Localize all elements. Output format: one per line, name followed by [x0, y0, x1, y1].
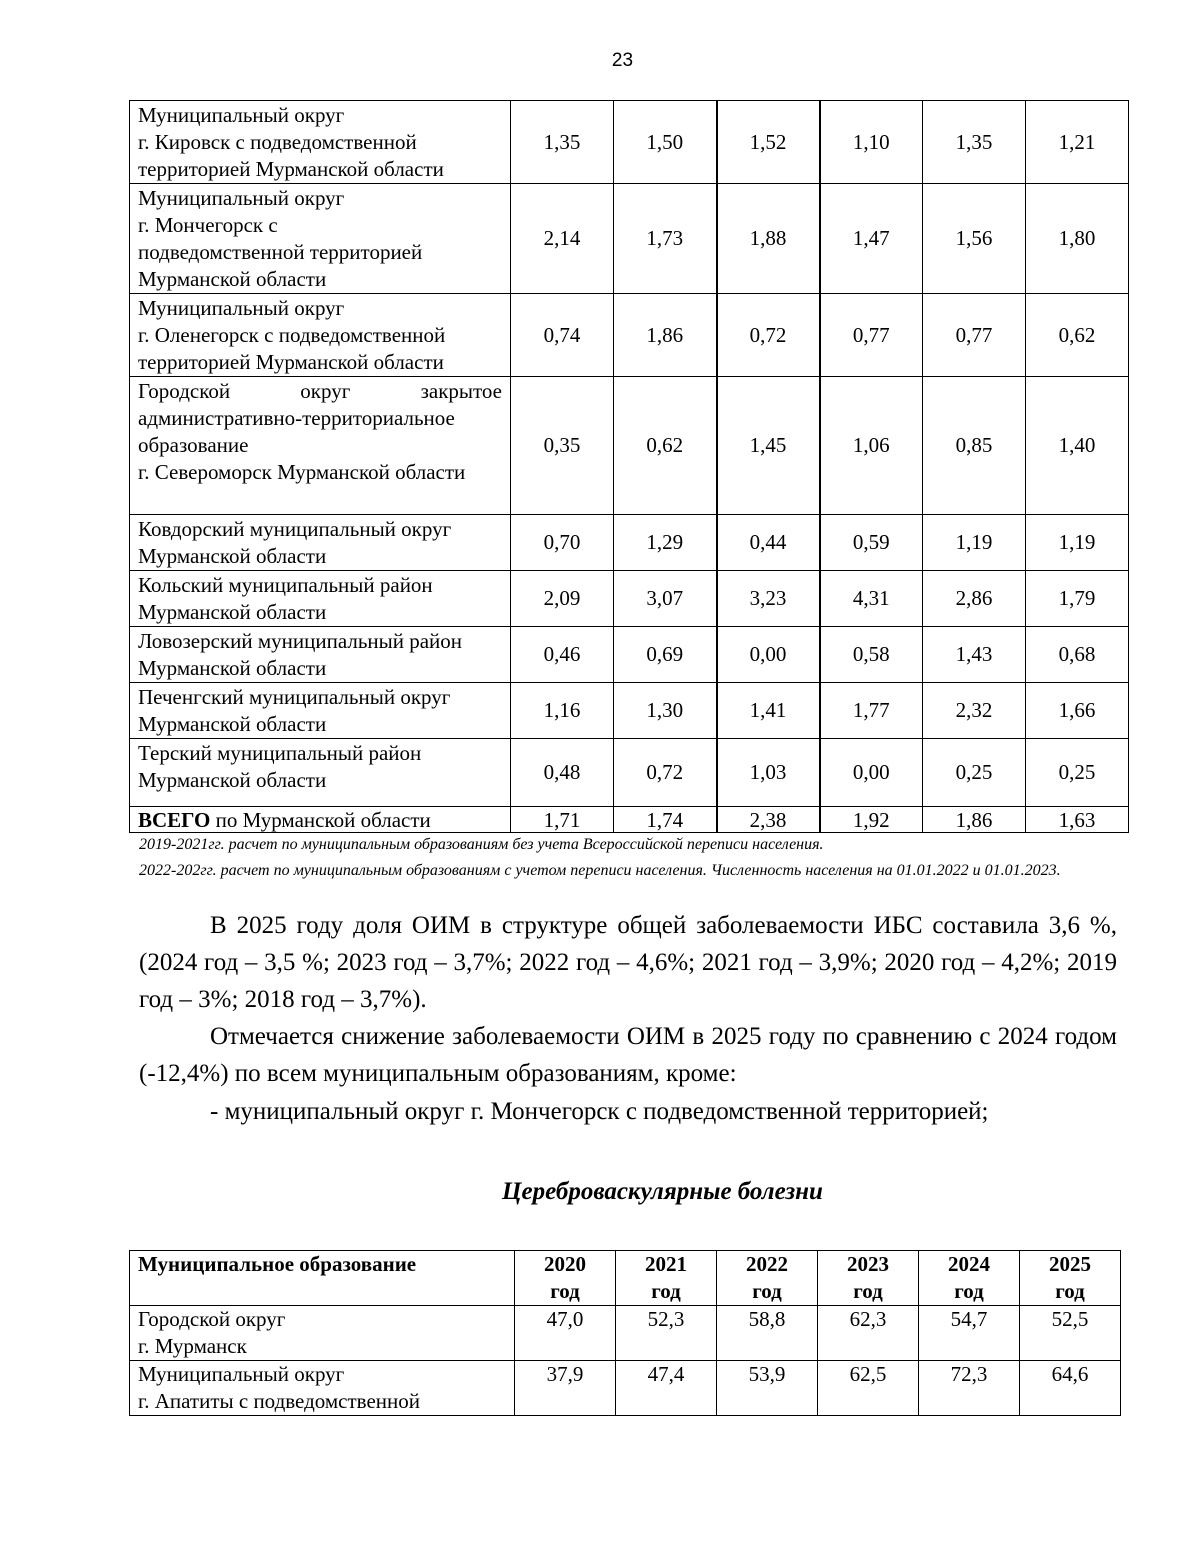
paragraph: В 2025 году доля ОИМ в структуре общей заболеваемости ИБС составила 3,6 %, (2024 год – 3,5 %; 2023 год – 3,7%; 2022 год – 4,6%; 2021 год – 3,9%; 2020 год – 4,2%; 2019 год – 3%; 2018 год – 3,7%).	[139, 912, 1117, 1013]
value-cell: 1,56	[923, 184, 1026, 294]
section-title: Цереброваскулярные болезни	[502, 1178, 823, 1205]
value-cell: 1,35	[511, 101, 614, 184]
table-header-row	[130, 1251, 1121, 1306]
value-cell: 1,73	[614, 184, 717, 294]
incidence-table	[129, 100, 1129, 833]
cerebrovascular-table	[129, 1250, 1121, 1416]
header-year: 2022 год	[717, 1251, 818, 1306]
table-row	[130, 627, 1129, 683]
value-cell: 0,48	[511, 739, 614, 807]
value-cell: 1,35	[923, 101, 1026, 184]
table-row	[130, 515, 1129, 571]
value-cell: 1,10	[820, 101, 923, 184]
value-cell: 3,23	[717, 571, 820, 627]
value-cell: 0,00	[717, 627, 820, 683]
header-municipality: Муниципальное образование	[130, 1251, 515, 1306]
value-cell: 64,6	[1020, 1361, 1121, 1416]
table-notes	[139, 832, 1117, 884]
value-cell: 0,72	[717, 294, 820, 377]
value-cell: 0,62	[1026, 294, 1129, 377]
value-cell: 62,5	[818, 1361, 919, 1416]
table-row	[130, 377, 1129, 515]
value-cell: 1,16	[511, 683, 614, 739]
municipality-name: Муниципальный округ г. Оленегорск с подведомственной территорией Мурманской области	[130, 294, 511, 377]
municipality-name: Муниципальный округ г. Кировск с подведомственной территорией Мурманской области	[130, 101, 511, 184]
table-row	[130, 571, 1129, 627]
table-row	[130, 1361, 1121, 1416]
value-cell: 52,5	[1020, 1306, 1121, 1361]
value-cell: 0,68	[1026, 627, 1129, 683]
value-cell: 1,66	[1026, 683, 1129, 739]
value-cell: 0,58	[820, 627, 923, 683]
value-cell: 1,71	[511, 807, 614, 833]
value-cell: 1,52	[717, 101, 820, 184]
municipality-name: Городской округ закрытое административно-территориальное образование г. Североморск Мурманской области	[130, 377, 511, 515]
value-cell: 0,00	[820, 739, 923, 807]
value-cell: 0,25	[1026, 739, 1129, 807]
value-cell: 1,06	[820, 377, 923, 515]
value-cell: 0,35	[511, 377, 614, 515]
value-cell: 1,45	[717, 377, 820, 515]
table-row	[130, 683, 1129, 739]
value-cell: 2,14	[511, 184, 614, 294]
value-cell: 0,72	[614, 739, 717, 807]
value-cell: 0,25	[923, 739, 1026, 807]
value-cell: 0,59	[820, 515, 923, 571]
total-label: ВСЕГО по Мурманской области	[130, 807, 511, 833]
value-cell: 0,77	[923, 294, 1026, 377]
header-year: 2024 год	[919, 1251, 1020, 1306]
municipality-name: Терский муниципальный район Мурманской области	[130, 739, 511, 807]
value-cell: 52,3	[616, 1306, 717, 1361]
municipality-name: Муниципальный округ г. Мончегорск с подведомственной территорией Мурманской области	[130, 184, 511, 294]
paragraph: - муниципальный округ г. Мончегорск с подведомственной территорией;	[210, 1098, 989, 1125]
value-cell: 1,77	[820, 683, 923, 739]
value-cell: 0,46	[511, 627, 614, 683]
header-year: 2021 год	[616, 1251, 717, 1306]
header-year: 2025 год	[1020, 1251, 1121, 1306]
value-cell: 4,31	[820, 571, 923, 627]
table-row	[130, 101, 1129, 184]
value-cell: 54,7	[919, 1306, 1020, 1361]
total-row	[130, 807, 1129, 833]
value-cell: 1,63	[1026, 807, 1129, 833]
value-cell: 2,32	[923, 683, 1026, 739]
value-cell: 47,4	[616, 1361, 717, 1416]
value-cell: 37,9	[515, 1361, 616, 1416]
value-cell: 1,47	[820, 184, 923, 294]
paragraph: Отмечается снижение заболеваемости ОИМ в 2025 году по сравнению с 2024 годом (-12,4%) по всем муниципальным образованиям, кроме:	[139, 1023, 1117, 1087]
value-cell: 1,74	[614, 807, 717, 833]
value-cell: 0,85	[923, 377, 1026, 515]
value-cell: 47,0	[515, 1306, 616, 1361]
value-cell: 1,29	[614, 515, 717, 571]
municipality-name: Ловозерский муниципальный район Мурманской области	[130, 627, 511, 683]
municipality-name: Печенгский муниципальный округ Мурманской области	[130, 683, 511, 739]
value-cell: 1,41	[717, 683, 820, 739]
value-cell: 1,80	[1026, 184, 1129, 294]
value-cell: 1,21	[1026, 101, 1129, 184]
note-line: 2019-2021гг. расчет по муниципальным образованиям без учета Всероссийской переписи населения.	[139, 836, 824, 853]
municipality-name: Муниципальный округ г. Апатиты с подведомственной	[130, 1361, 515, 1416]
value-cell: 1,03	[717, 739, 820, 807]
value-cell: 2,38	[717, 807, 820, 833]
page-number: 23	[611, 50, 634, 71]
value-cell: 0,44	[717, 515, 820, 571]
value-cell: 62,3	[818, 1306, 919, 1361]
value-cell: 0,62	[614, 377, 717, 515]
table-row	[130, 739, 1129, 807]
value-cell: 1,79	[1026, 571, 1129, 627]
value-cell: 0,70	[511, 515, 614, 571]
value-cell: 1,30	[614, 683, 717, 739]
value-cell: 58,8	[717, 1306, 818, 1361]
value-cell: 1,43	[923, 627, 1026, 683]
value-cell: 1,86	[614, 294, 717, 377]
value-cell: 2,09	[511, 571, 614, 627]
value-cell: 1,86	[923, 807, 1026, 833]
municipality-name: Ковдорский муниципальный округ Мурманской области	[130, 515, 511, 571]
value-cell: 1,19	[923, 515, 1026, 571]
table-row	[130, 184, 1129, 294]
value-cell: 3,07	[614, 571, 717, 627]
value-cell: 53,9	[717, 1361, 818, 1416]
value-cell: 0,77	[820, 294, 923, 377]
value-cell: 1,88	[717, 184, 820, 294]
table-row	[130, 1306, 1121, 1361]
header-year: 2020 год	[515, 1251, 616, 1306]
note-line: 2022-202гг. расчет по муниципальным образованиям с учетом переписи населения. Численность населения на 01.01.2022 и 01.01.2023.	[139, 862, 1061, 879]
municipality-name: Городской округ г. Мурманск	[130, 1306, 515, 1361]
value-cell: 0,74	[511, 294, 614, 377]
value-cell: 72,3	[919, 1361, 1020, 1416]
value-cell: 1,50	[614, 101, 717, 184]
table-row	[130, 294, 1129, 377]
value-cell: 1,40	[1026, 377, 1129, 515]
municipality-name: Кольский муниципальный район Мурманской области	[130, 571, 511, 627]
value-cell: 0,69	[614, 627, 717, 683]
header-year: 2023 год	[818, 1251, 919, 1306]
value-cell: 1,92	[820, 807, 923, 833]
value-cell: 2,86	[923, 571, 1026, 627]
value-cell: 1,19	[1026, 515, 1129, 571]
